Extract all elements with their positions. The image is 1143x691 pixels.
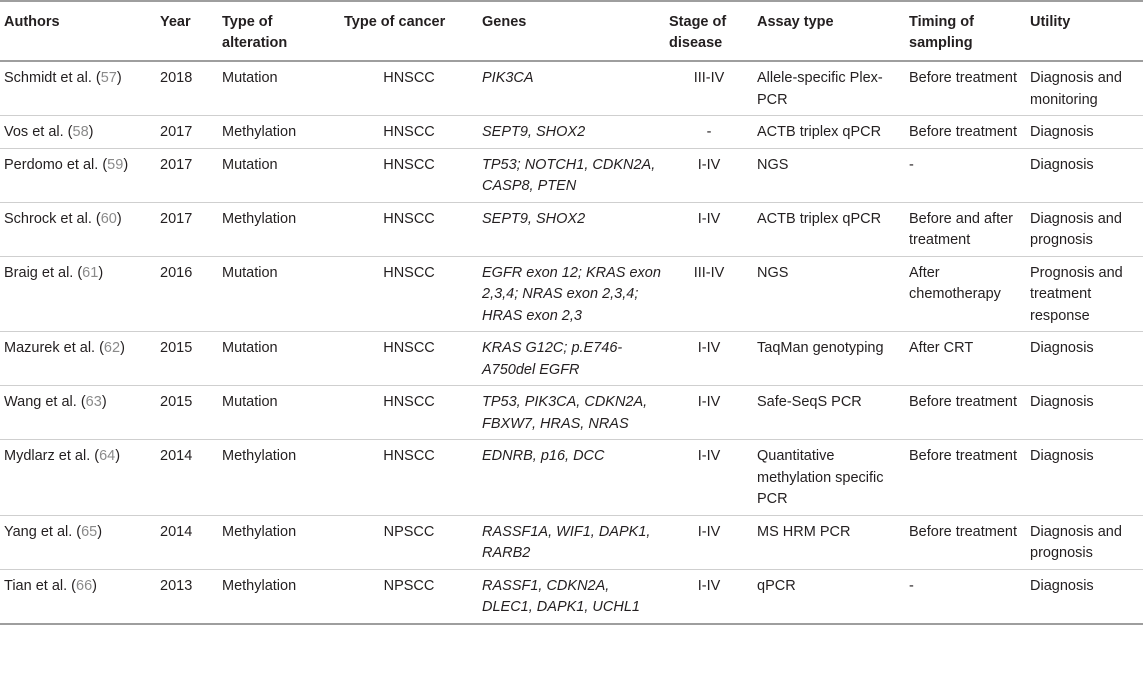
- cell-cancer: HNSCC: [340, 386, 478, 440]
- cell-cancer: NPSCC: [340, 515, 478, 569]
- cell-assay: qPCR: [753, 569, 905, 624]
- reference-link[interactable]: 62: [103, 340, 121, 356]
- cell-timing: -: [905, 569, 1026, 624]
- reference-link[interactable]: 66: [76, 577, 93, 594]
- header-row: [0, 1, 1143, 61]
- cell-cancer: HNSCC: [340, 148, 478, 202]
- reference-link[interactable]: 59: [107, 156, 124, 173]
- cell-alteration: Methylation: [218, 515, 340, 569]
- cell-stage: I-IV: [665, 202, 753, 256]
- header-timing: Timing of sampling: [905, 1, 1026, 61]
- cell-author: Wang et al. (63): [0, 386, 156, 440]
- cell-alteration: Mutation: [218, 61, 340, 116]
- cell-utility: Diagnosis: [1026, 148, 1143, 202]
- cell-year: 2017: [156, 116, 218, 149]
- table-row: [0, 116, 1143, 149]
- cell-author: Mydlarz et al. (64): [0, 440, 156, 516]
- cell-timing: After CRT: [905, 332, 1026, 386]
- cell-utility: Diagnosis: [1026, 440, 1143, 516]
- header-genes: Genes: [478, 1, 665, 61]
- cell-author: Schrock et al. (60): [0, 202, 156, 256]
- reference-link[interactable]: 65: [81, 523, 98, 540]
- cell-genes: EGFR exon 12; KRAS exon 2,3,4; NRAS exon 2,3,4; HRAS exon 2,3: [478, 256, 665, 332]
- table-row: [0, 386, 1143, 440]
- cell-year: 2017: [156, 148, 218, 202]
- cell-year: 2013: [156, 569, 218, 624]
- table-body: [0, 61, 1143, 624]
- cell-utility: Diagnosis and prognosis: [1026, 515, 1143, 569]
- cell-year: 2015: [156, 332, 218, 386]
- cell-stage: I-IV: [665, 332, 753, 386]
- cell-alteration: Methylation: [218, 569, 340, 624]
- cell-stage: III-IV: [665, 256, 753, 332]
- cell-author: Yang et al. (65): [0, 515, 156, 569]
- cell-author: Mazurek et al. (62): [0, 332, 156, 386]
- reference-link[interactable]: 58: [72, 124, 89, 140]
- cell-stage: I-IV: [665, 386, 753, 440]
- cell-utility: Diagnosis: [1026, 569, 1143, 624]
- cell-genes: RASSF1, CDKN2A, DLEC1, DAPK1, UCHL1: [478, 569, 665, 624]
- header-cancer: Type of cancer: [340, 1, 478, 61]
- cell-genes: SEPT9, SHOX2: [478, 202, 665, 256]
- cell-timing: -: [905, 148, 1026, 202]
- cell-year: 2014: [156, 515, 218, 569]
- cell-assay: Quantitative methylation specific PCR: [753, 440, 905, 516]
- cell-assay: NGS: [753, 148, 905, 202]
- cell-alteration: Mutation: [218, 332, 340, 386]
- cell-author: Braig et al. (61): [0, 256, 156, 332]
- cell-timing: Before treatment: [905, 61, 1026, 116]
- cell-genes: TP53; NOTCH1, CDKN2A, CASP8, PTEN: [478, 148, 665, 202]
- cell-utility: Diagnosis and monitoring: [1026, 61, 1143, 116]
- cell-stage: -: [665, 116, 753, 149]
- cell-timing: After chemotherapy: [905, 256, 1026, 332]
- cell-cancer: HNSCC: [340, 116, 478, 149]
- cell-cancer: HNSCC: [340, 202, 478, 256]
- cell-year: 2017: [156, 202, 218, 256]
- cell-utility: Diagnosis: [1026, 386, 1143, 440]
- cell-stage: III-IV: [665, 61, 753, 116]
- table-row: [0, 61, 1143, 116]
- table-row: [0, 440, 1143, 516]
- cell-stage: I-IV: [665, 440, 753, 516]
- table-row: [0, 569, 1143, 624]
- cell-stage: I-IV: [665, 569, 753, 624]
- table-row: [0, 256, 1143, 332]
- cell-assay: ACTB triplex qPCR: [753, 116, 905, 149]
- table-row: [0, 202, 1143, 256]
- cell-timing: Before and after treatment: [905, 202, 1026, 256]
- reference-link[interactable]: 61: [82, 264, 99, 281]
- cell-year: 2015: [156, 386, 218, 440]
- cell-timing: Before treatment: [905, 515, 1026, 569]
- cell-author: Perdomo et al. (59): [0, 148, 156, 202]
- cell-utility: Diagnosis: [1026, 116, 1143, 149]
- cell-genes: RASSF1A, WIF1, DAPK1, RARB2: [478, 515, 665, 569]
- reference-link[interactable]: 60: [100, 210, 117, 227]
- cell-genes: KRAS G12C; p.E746-A750del EGFR: [478, 332, 665, 386]
- cell-assay: Allele-specific Plex-PCR: [753, 61, 905, 116]
- table-header: [0, 1, 1143, 61]
- cell-timing: Before treatment: [905, 440, 1026, 516]
- cell-timing: Before treatment: [905, 386, 1026, 440]
- cell-genes: SEPT9, SHOX2: [478, 116, 665, 149]
- cell-assay: Safe-SeqS PCR: [753, 386, 905, 440]
- cell-stage: I-IV: [665, 148, 753, 202]
- cell-stage: I-IV: [665, 515, 753, 569]
- table-row: [0, 515, 1143, 569]
- header-stage: Stage of disease: [665, 1, 753, 61]
- cell-genes: TP53, PIK3CA, CDKN2A, FBXW7, HRAS, NRAS: [478, 386, 665, 440]
- reference-link[interactable]: 57: [100, 70, 117, 86]
- table-row: [0, 332, 1143, 386]
- cell-alteration: Mutation: [218, 148, 340, 202]
- cell-utility: Diagnosis and prognosis: [1026, 202, 1143, 256]
- cell-utility: Diagnosis: [1026, 332, 1143, 386]
- cell-alteration: Mutation: [218, 386, 340, 440]
- cell-year: 2018: [156, 61, 218, 116]
- cell-author: Schmidt et al. (57): [0, 61, 156, 116]
- cell-cancer: HNSCC: [340, 61, 478, 116]
- header-utility: Utility: [1026, 1, 1143, 61]
- cell-timing: Before treatment: [905, 116, 1026, 149]
- cell-alteration: Methylation: [218, 440, 340, 516]
- cell-assay: TaqMan genotyping: [753, 332, 905, 386]
- cell-alteration: Methylation: [218, 202, 340, 256]
- cell-alteration: Mutation: [218, 256, 340, 332]
- cell-assay: MS HRM PCR: [753, 515, 905, 569]
- reference-link[interactable]: 63: [85, 394, 102, 410]
- cell-cancer: HNSCC: [340, 440, 478, 516]
- cell-cancer: HNSCC: [340, 332, 478, 386]
- cell-cancer: NPSCC: [340, 569, 478, 624]
- cell-alteration: Methylation: [218, 116, 340, 149]
- header-assay: Assay type: [753, 1, 905, 61]
- cell-cancer: HNSCC: [340, 256, 478, 332]
- cell-author: Tian et al. (66): [0, 569, 156, 624]
- cell-genes: PIK3CA: [478, 61, 665, 116]
- cell-assay: ACTB triplex qPCR: [753, 202, 905, 256]
- cell-year: 2016: [156, 256, 218, 332]
- cell-assay: NGS: [753, 256, 905, 332]
- cell-year: 2014: [156, 440, 218, 516]
- header-authors: Authors: [0, 1, 156, 61]
- header-alteration: Type of alteration: [218, 1, 340, 61]
- header-year: Year: [156, 1, 218, 61]
- table-row: [0, 148, 1143, 202]
- reference-link[interactable]: 64: [99, 448, 116, 464]
- cell-utility: Prognosis and treatment response: [1026, 256, 1143, 332]
- cell-genes: EDNRB, p16, DCC: [478, 440, 665, 516]
- cell-author: Vos et al. (58): [0, 116, 156, 149]
